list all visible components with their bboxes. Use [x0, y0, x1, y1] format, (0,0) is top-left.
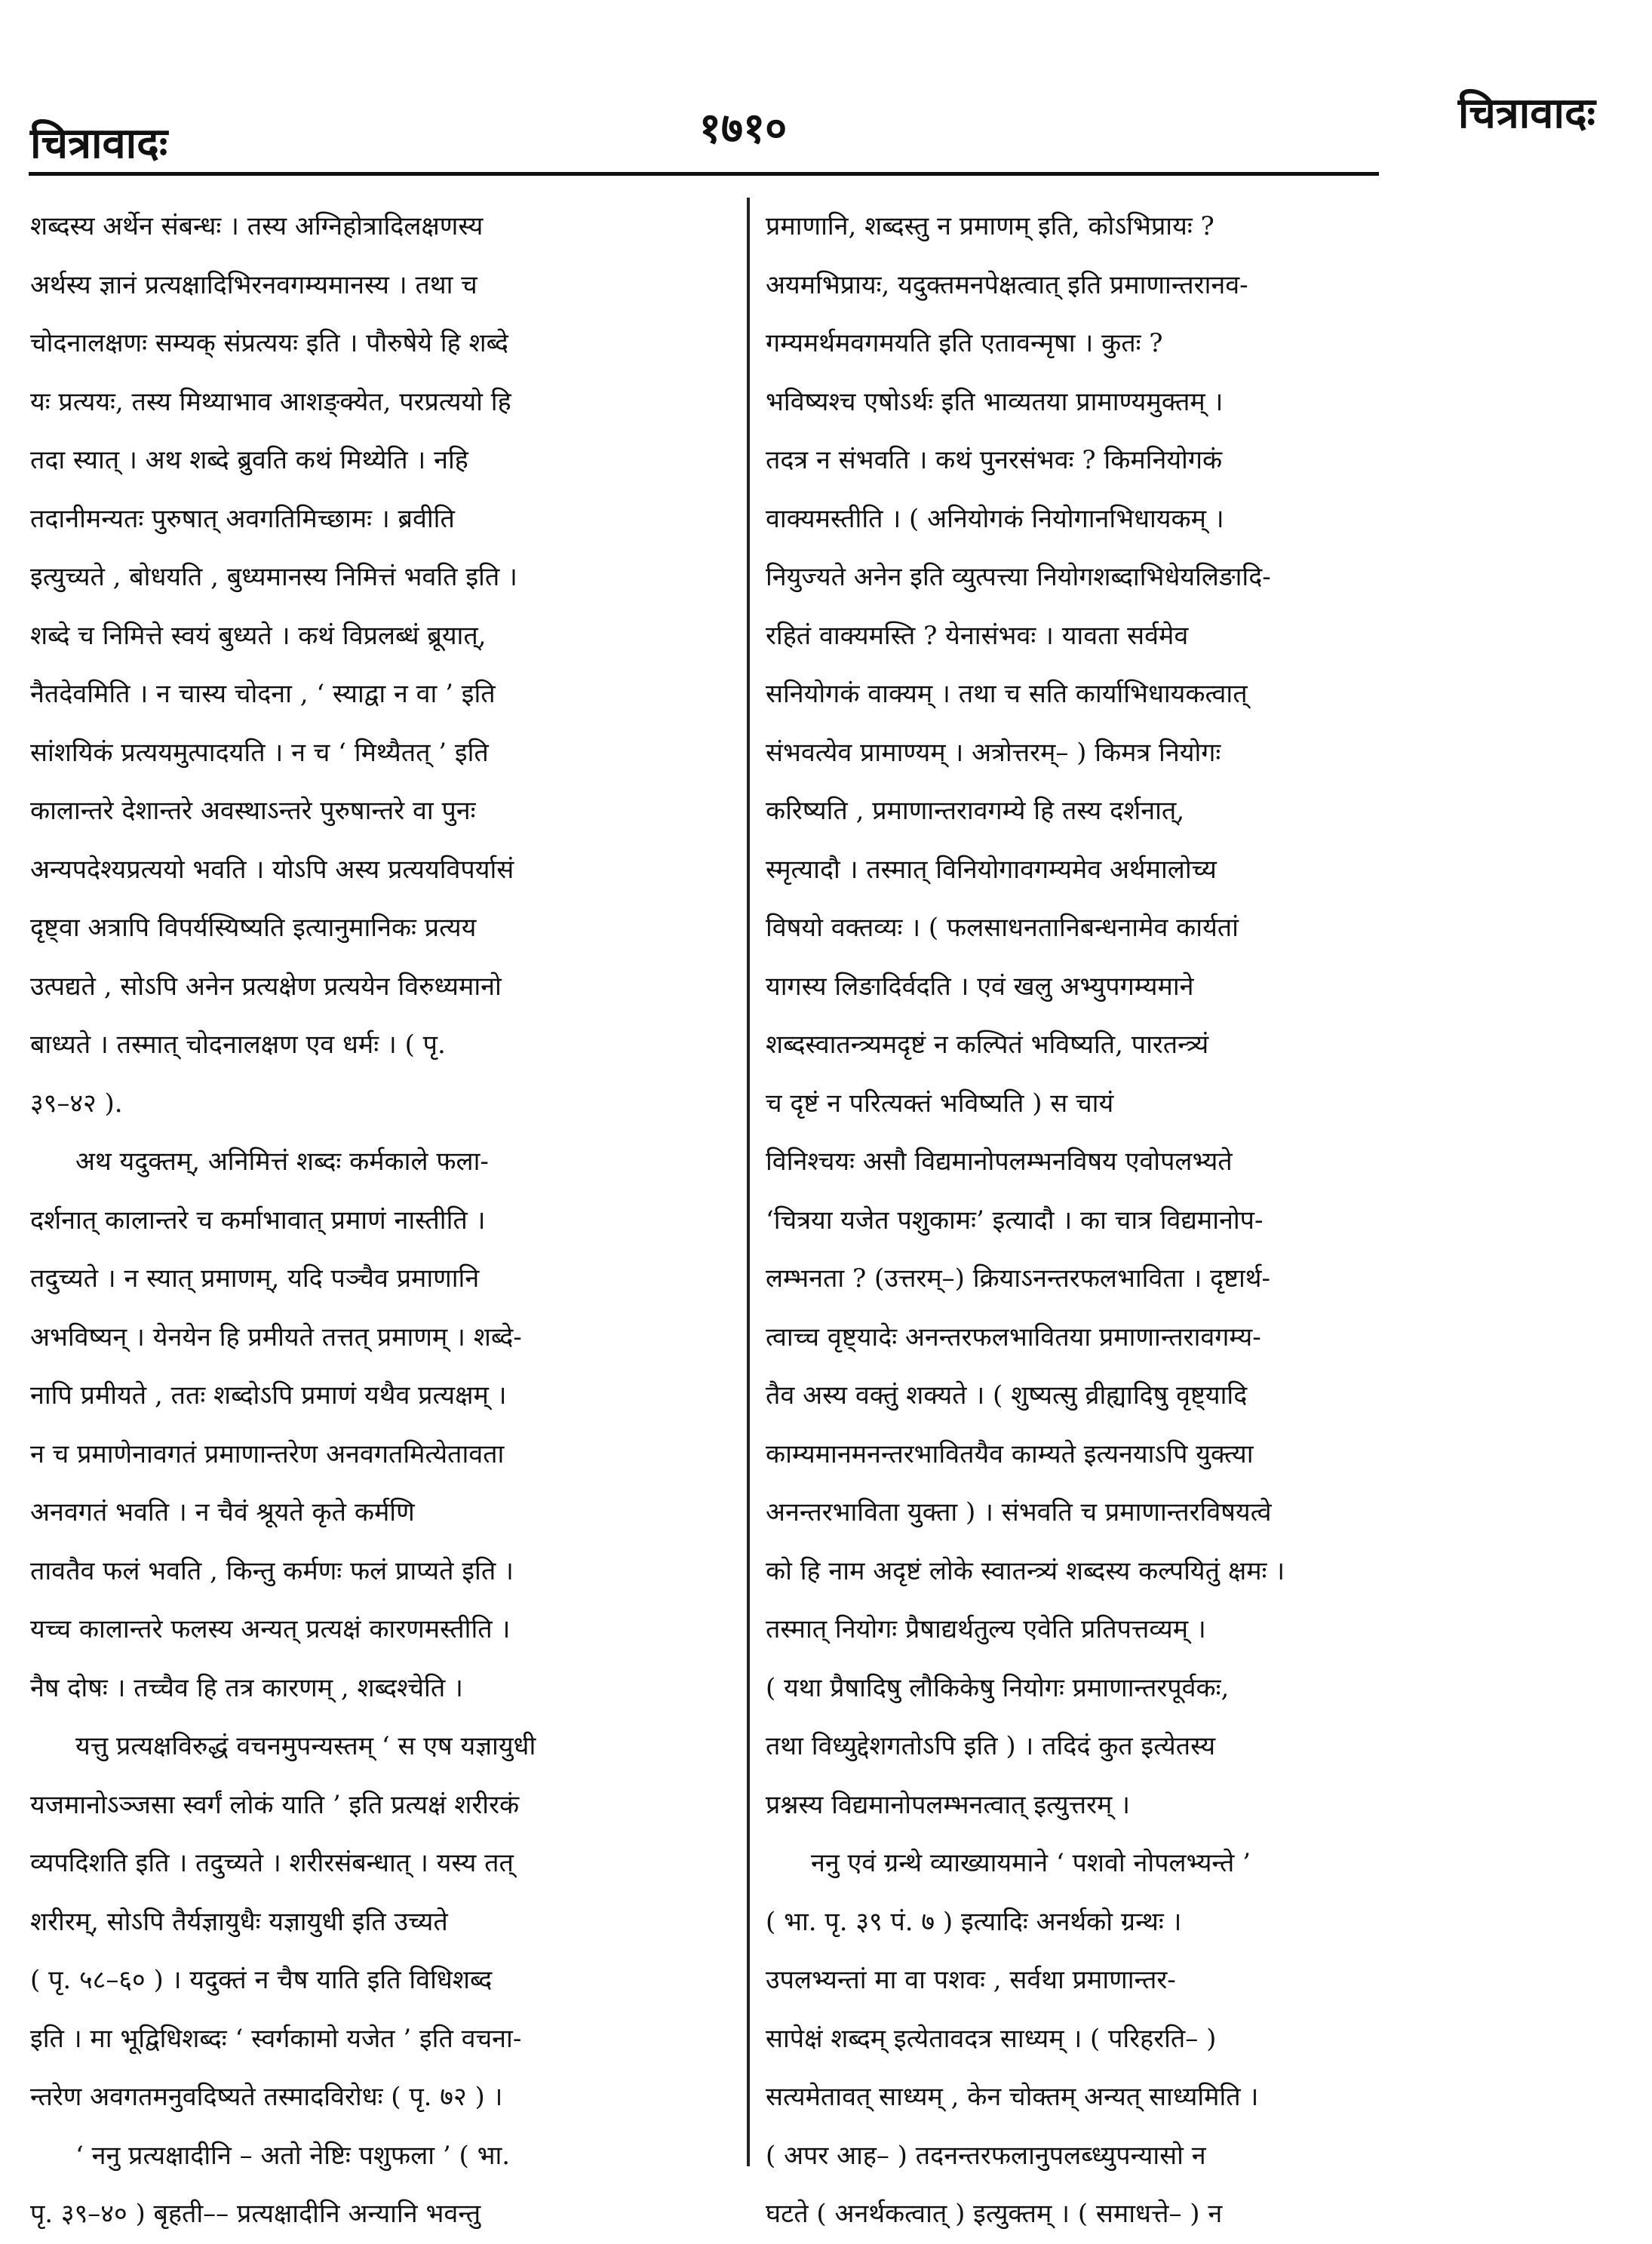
text-line: सत्यमेतावत् साध्यम् , केन चोक्तम् अन्यत् साध्यमिति ।: [766, 2082, 1259, 2112]
text-line: ‘ ननु प्रत्यक्षादीनि – अतो नेष्टिः पशुफला ’ ( भा.: [75, 2140, 511, 2171]
text-line: कालान्तरे देशान्तरे अवस्थाऽन्तरे पुरुषान्तरे वा पुनः: [30, 796, 476, 826]
text-line: च दृष्टं न परित्यक्तं भविष्यति ) स चायं: [766, 1088, 1114, 1119]
text-line: तथा विध्युद्देशगतोऽपि इति ) । तदिदं कुत इत्येतस्य: [766, 1731, 1216, 1761]
text-line: सांशयिकं प्रत्ययमुत्पादयति । न च ‘ मिथ्यैतत् ’ इति: [30, 737, 489, 768]
text-line: अयमभिप्रायः, यदुक्तमनपेक्षत्वात् इति प्रमाणान्तरानव-: [766, 269, 1248, 300]
text-line: तैव अस्य वक्तुं शक्यते । ( शुष्यत्सु व्रीह्यादिषु वृष्ट्यादि: [766, 1380, 1248, 1411]
text-line: पृ. ३९–४० ) बृहती–– प्रत्यक्षादीनि अन्यानि भवन्तु: [30, 2199, 481, 2229]
text-line: काम्यमानमनन्तरभावितयैव काम्यते इत्यनयाऽपि युक्त्या: [766, 1438, 1254, 1469]
text-line: ( पृ. ५८–६० ) । यदुक्तं न चैष याति इति विधिशब्द: [30, 1965, 493, 1995]
text-line: सापेक्षं शब्दम् इत्येतावदत्र साध्यम् । ( परिहरति– ): [766, 2023, 1217, 2054]
text-line: नियुज्यते अनेन इति व्युत्पत्त्या नियोगशब्दाभिधेयलिङादि-: [766, 562, 1271, 592]
text-line: न्तरेण अवगतमनुवदिष्यते तस्मादविरोधः ( पृ. ७२ ) ।: [30, 2082, 503, 2112]
text-line: बाध्यते । तस्मात् चोदनालक्षण एव धर्मः । ( पृ.: [30, 1030, 446, 1060]
text-line: घटते ( अनर्थकत्वात् ) इत्युक्तम् । ( समाधत्ते– ) न: [766, 2199, 1223, 2229]
text-line: ‘चित्रया यजेत पशुकामः’ इत्यादौ । का चात्र विद्यमानोप-: [766, 1205, 1264, 1236]
text-line: दर्शनात् कालान्तरे च कर्माभावात् प्रमाणं नास्तीति ।: [30, 1205, 486, 1236]
header-rule: [29, 172, 1379, 176]
text-line: करिष्यति , प्रमाणान्तरावगम्ये हि तस्य दर्शनात्,: [766, 796, 1185, 826]
text-line: नापि प्रमीयते , ततः शब्दोऽपि प्रमाणं यथैव प्रत्यक्षम् ।: [30, 1380, 507, 1411]
text-line: त्वाच्च वृष्ट्यादेः अनन्तरफलभावितया प्रमाणान्तरावगम्य-: [766, 1322, 1261, 1352]
text-line: शब्दस्वातन्त्र्यमदृष्टं न कल्पितं भविष्यति, पारतन्त्र्यं: [766, 1030, 1209, 1060]
text-line: शरीरम्, सोऽपि तैर्यज्ञायुधैः यज्ञायुधी इति उच्यते: [30, 1906, 448, 1937]
running-head-left: चित्रावादः: [30, 118, 168, 168]
text-line: यः प्रत्ययः, तस्य मिथ्याभाव आशङ्क्येत, परप्रत्ययो हि: [30, 386, 511, 417]
text-line: तदानीमन्यतः पुरुषात् अवगतिमिच्छामः । ब्रवीति: [30, 503, 455, 534]
text-line: तदा स्यात् । अथ शब्दे ब्रुवति कथं मिथ्येति । नहि: [30, 445, 468, 475]
text-line: यजमानोऽञ्जसा स्वर्गं लोकं याति ’ इति प्रत्यक्षं शरीरकं: [30, 1789, 520, 1820]
page-number: १७१०: [699, 103, 788, 153]
text-line: गम्यमर्थमवगमयति इति एतावन्मृषा । कुतः ?: [766, 328, 1163, 358]
text-line: अन्यपदेश्यप्रत्ययो भवति । योऽपि अस्य प्रत्ययविपर्यासं: [30, 854, 514, 885]
text-line: ( यथा प्रैषादिषु लौकिकेषु नियोगः प्रमाणान्तरपूर्वकः,: [766, 1672, 1230, 1703]
text-line: अभविष्यन् । येनयेन हि प्रमीयते तत्तत् प्रमाणम् । शब्दे-: [30, 1322, 522, 1352]
text-line: अथ यदुक्तम्, अनिमित्तं शब्दः कर्मकाले फला-: [75, 1147, 489, 1177]
text-line: ( भा. पृ. ३९ पं. ७ ) इत्यादिः अनर्थको ग्रन्थः ।: [766, 1906, 1182, 1937]
column-divider: [747, 198, 750, 2166]
text-line: दृष्ट्वा अत्रापि विपर्यस्यिष्यति इत्यानुमानिकः प्रत्यय: [30, 913, 477, 943]
text-line: यत्तु प्रत्यक्षविरुद्धं वचनमुपन्यस्तम् ‘ स एष यज्ञायुधी: [75, 1731, 536, 1761]
running-head-right: चित्रावादः: [1457, 88, 1595, 138]
text-line: उपलभ्यन्तां मा वा पशवः , सर्वथा प्रमाणान्तर-: [766, 1965, 1176, 1995]
text-line: रहितं वाक्यमस्ति ? येनासंभवः । यावता सर्वमेव: [766, 620, 1189, 651]
text-line: को हि नाम अदृष्टं लोके स्वातन्त्र्यं शब्दस्य कल्पयितुं क्षमः ।: [766, 1555, 1285, 1586]
text-line: वाक्यमस्तीति । ( अनियोगकं नियोगानभिधायकम् ।: [766, 503, 1224, 534]
text-line: तदत्र न संभवति । कथं पुनरसंभवः ? किमनियोगकं: [766, 445, 1223, 475]
text-line: तावतैव फलं भवति , किन्तु कर्मणः फलं प्राप्यते इति ।: [30, 1555, 514, 1586]
text-line: स्मृत्यादौ । तस्मात् विनियोगावगम्यमेव अर्थमालोच्य: [766, 854, 1217, 885]
text-line: शब्दस्य अर्थेन संबन्धः । तस्य अग्निहोत्रादिलक्षणस्य: [30, 211, 484, 241]
text-line: यच्च कालान्तरे फलस्य अन्यत् प्रत्यक्षं कारणमस्तीति ।: [30, 1614, 511, 1644]
text-line: शब्दे च निमित्ते स्वयं बुध्यते । कथं विप्रलब्धं ब्रूयात्,: [30, 620, 487, 651]
text-line: प्रश्नस्य विद्यमानोपलम्भनत्वात् इत्युत्तरम् ।: [766, 1789, 1131, 1820]
left-column: [30, 198, 735, 2229]
text-line: तदुच्यते । न स्यात् प्रमाणम्, यदि पञ्चैव प्रमाणानि: [30, 1263, 480, 1294]
text-line: ३९–४२ ).: [30, 1088, 123, 1119]
text-line: संभवत्येव प्रामाण्यम् । अत्रोत्तरम्– ) किमत्र नियोगः: [766, 737, 1221, 768]
text-line: व्यपदिशति इति । तदुच्यते । शरीरसंबन्धात् । यस्य तत्: [30, 1848, 514, 1878]
text-line: नैतदेवमिति । न चास्य चोदना , ‘ स्याद्वा न वा ’ इति: [30, 679, 496, 709]
text-line: सनियोगकं वाक्यम् । तथा च सति कार्याभिधायकत्वात्: [766, 679, 1248, 709]
text-line: तस्मात् नियोगः प्रैषाद्यर्थतुल्य एवेति प्रतिपत्तव्यम् ।: [766, 1614, 1206, 1644]
text-line: भविष्यश्च एषोऽर्थः इति भाव्यतया प्रामाण्यमुक्तम् ।: [766, 386, 1224, 417]
text-line: अर्थस्य ज्ञानं प्रत्यक्षादिभिरनवगम्यमानस्य । तथा च: [30, 269, 477, 300]
text-line: ननु एवं ग्रन्थे व्याख्यायमाने ‘ पशवो नोपलभ्यन्ते ’: [811, 1848, 1251, 1878]
text-line: इत्युच्यते , बोधयति , बुध्यमानस्य निमित्तं भवति इति ।: [30, 562, 517, 592]
text-line: अनन्तरभाविता युक्ता ) । संभवति च प्रमाणान्तरविषयत्वे: [766, 1497, 1272, 1527]
text-line: इति । मा भूद्विधिशब्दः ‘ स्वर्गकामो यजेत ’ इति वचना-: [30, 2023, 522, 2054]
text-line: नैष दोषः । तच्चैव हि तत्र कारणम् , शब्दश्चेति ।: [30, 1672, 463, 1703]
right-column: [766, 198, 1422, 2229]
text-line: प्रमाणानि, शब्दस्तु न प्रमाणम् इति, कोऽभिप्रायः ?: [766, 211, 1214, 241]
text-line: न च प्रमाणेनावगतं प्रमाणान्तरेण अनवगतमित्येतावता: [30, 1438, 505, 1469]
text-line: यागस्य लिङादिर्वदति । एवं खलु अभ्युपगम्यमाने: [766, 971, 1194, 1002]
text-line: लम्भनता ? (उत्तरम्–) क्रियाऽनन्तरफलभाविता । दृष्टार्थ-: [766, 1263, 1271, 1294]
text-line: अनवगतं भवति । न चैवं श्रूयते कृते कर्मणि: [30, 1497, 415, 1527]
text-line: विनिश्चयः असौ विद्यमानोपलम्भनविषय एवोपलभ्यते: [766, 1147, 1233, 1177]
text-line: उत्पद्यते , सोऽपि अनेन प्रत्यक्षेण प्रत्ययेन विरुध्यमानो: [30, 971, 502, 1002]
text-line: ( अपर आह– ) तदनन्तरफलानुपलब्ध्युपन्यासो न: [766, 2140, 1206, 2171]
text-line: चोदनालक्षणः सम्यक् संप्रत्ययः इति । पौरुषेये हि शब्दे: [30, 328, 508, 358]
text-line: विषयो वक्तव्यः । ( फलसाधनतानिबन्धनामेव कार्यतां: [766, 913, 1239, 943]
